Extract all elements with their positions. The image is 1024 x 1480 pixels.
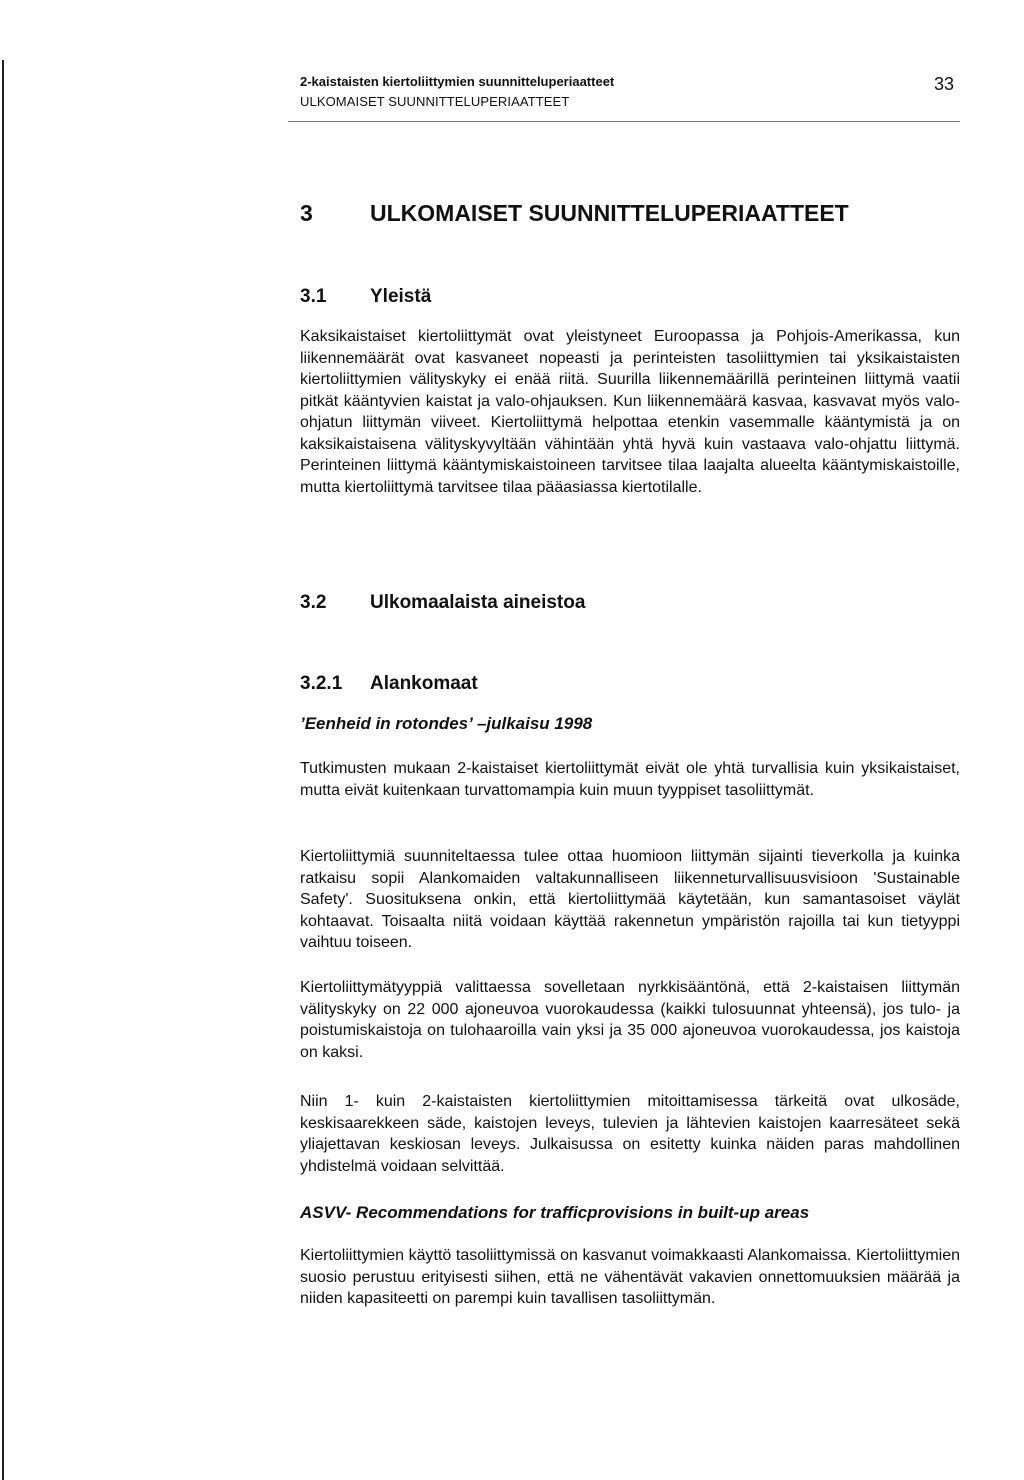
chapter-number: 3	[300, 200, 313, 226]
chapter-title: ULKOMAISET SUUNNITTELUPERIAATTEET	[370, 200, 849, 226]
subsection-title: Alankomaat	[370, 673, 478, 694]
paragraph-2: Kiertoliittymiä suunniteltaessa tulee ottaa huomioon liittymän sijainti tieverkolla ja kuinka ratkaisu sopii Alankomaiden valtakunnalliseen liikenneturvallisuusvisioon 'Sustainable Safety'. Suosituksena onkin, että kiertoliittymää käytetään, kun samantasoiset väylät kohtaavat. Toisaalta niitä voidaan käyttää rakennetun ympäristön rajoilla tai kun tietyyppi vaihtuu toiseen.	[300, 848, 960, 951]
subsection-number: 3.2.1	[300, 673, 343, 694]
header-divider	[288, 121, 960, 122]
paragraph-5: Kiertoliittymien käyttö tasoliittymissä on kasvanut voimakkaasti Alankomaissa. Kiertoliittymien suosio perustuu erityisesti siihen, että ne vähentävät vakavien onnettomuuksien määrää ja niiden kapasiteetti on parempi kuin tavallisen tasoliittymän.	[300, 1247, 960, 1307]
paragraph-1: Tutkimusten mukaan 2-kaistaiset kiertoliittymät eivät ole yhtä turvallisia kuin yksikaistaiset, mutta eivät kuitenkaan turvattomampia kuin muun tyyppiset tasoliittymät.	[300, 760, 960, 799]
section-heading-3-1	[300, 286, 960, 308]
publication-heading-asvv: ASVV- Recommendations for trafficprovisions in built-up areas	[300, 1203, 810, 1222]
section-heading-3-2	[300, 592, 960, 614]
section-number: 3.1	[300, 286, 327, 307]
running-header-subtitle: ULKOMAISET SUUNNITTELUPERIAATTEET	[300, 94, 570, 109]
paragraph-4: Niin 1- kuin 2-kaistaisten kiertoliittymien mitoittamisessa tärkeitä ovat ulkosäde, keskisaarekkeen säde, kaistojen leveys, tulevien ja lähtevien kaistojen kaarresäteet sekä yliajettavan keskiosan leveys. Julkaisussa on esitetty kuinka näiden paras mahdollinen yhdistelmä voidaan selvittää.	[300, 1093, 960, 1175]
section-title: Yleistä	[370, 286, 432, 307]
section-title: Ulkomaalaista aineistoa	[370, 592, 586, 613]
section-number: 3.2	[300, 592, 327, 613]
running-header-title: 2-kaistaisten kiertoliittymien suunnitteluperiaatteet	[300, 74, 615, 89]
chapter-heading	[300, 200, 960, 227]
scan-edge-rule	[2, 60, 4, 1480]
publication-heading-eenheid: ’Eenheid in rotondes’ –julkaisu 1998	[300, 714, 593, 733]
paragraph-yleista: Kaksikaistaiset kiertoliittymät ovat yleistyneet Euroopassa ja Pohjois-Amerikassa, kun liikennemäärät ovat kasvaneet nopeasti ja perinteisten tasoliittymien tai yksikaistaisten kiertoliittymien välityskyky ei enää riitä. Suurilla liikennemäärillä perinteinen liittymä vaatii pitkät kääntyvien kaistat ja valo-ohjauksen. Kun liikennemäärä kasvaa, kasvavat myös valo-ohjatun liittymän viiveet. Kiertoliittymä helpottaa etenkin vasemmalle kääntymistä ja on kaksikaistaisena välityskyvyltään vähintään yhtä hyvä kuin vastaava valo-ohjattu liittymä. Perinteinen liittymä kääntymiskaistoineen tarvitsee tilaa laajalta alueelta kääntymiskaistoille, mutta kiertoliittymä tarvitsee tilaa pääasiassa kiertotilalle.	[300, 328, 960, 496]
subsection-heading-3-2-1	[300, 673, 960, 695]
page-number: 33	[933, 74, 954, 94]
running-header	[300, 72, 960, 112]
paragraph-3: Kiertoliittymätyyppiä valittaessa sovelletaan nyrkkisääntönä, että 2-kaistaisen liittymän välityskyky on 22 000 ajoneuvoa vuorokaudessa (kaikki tulosuunnat yhteensä), jos tulo- ja poistumiskaistoja on tulohaaroilla vain yksi ja 35 000 ajoneuvoa vuorokaudessa, jos kaistoja on kaksi.	[300, 979, 960, 1061]
